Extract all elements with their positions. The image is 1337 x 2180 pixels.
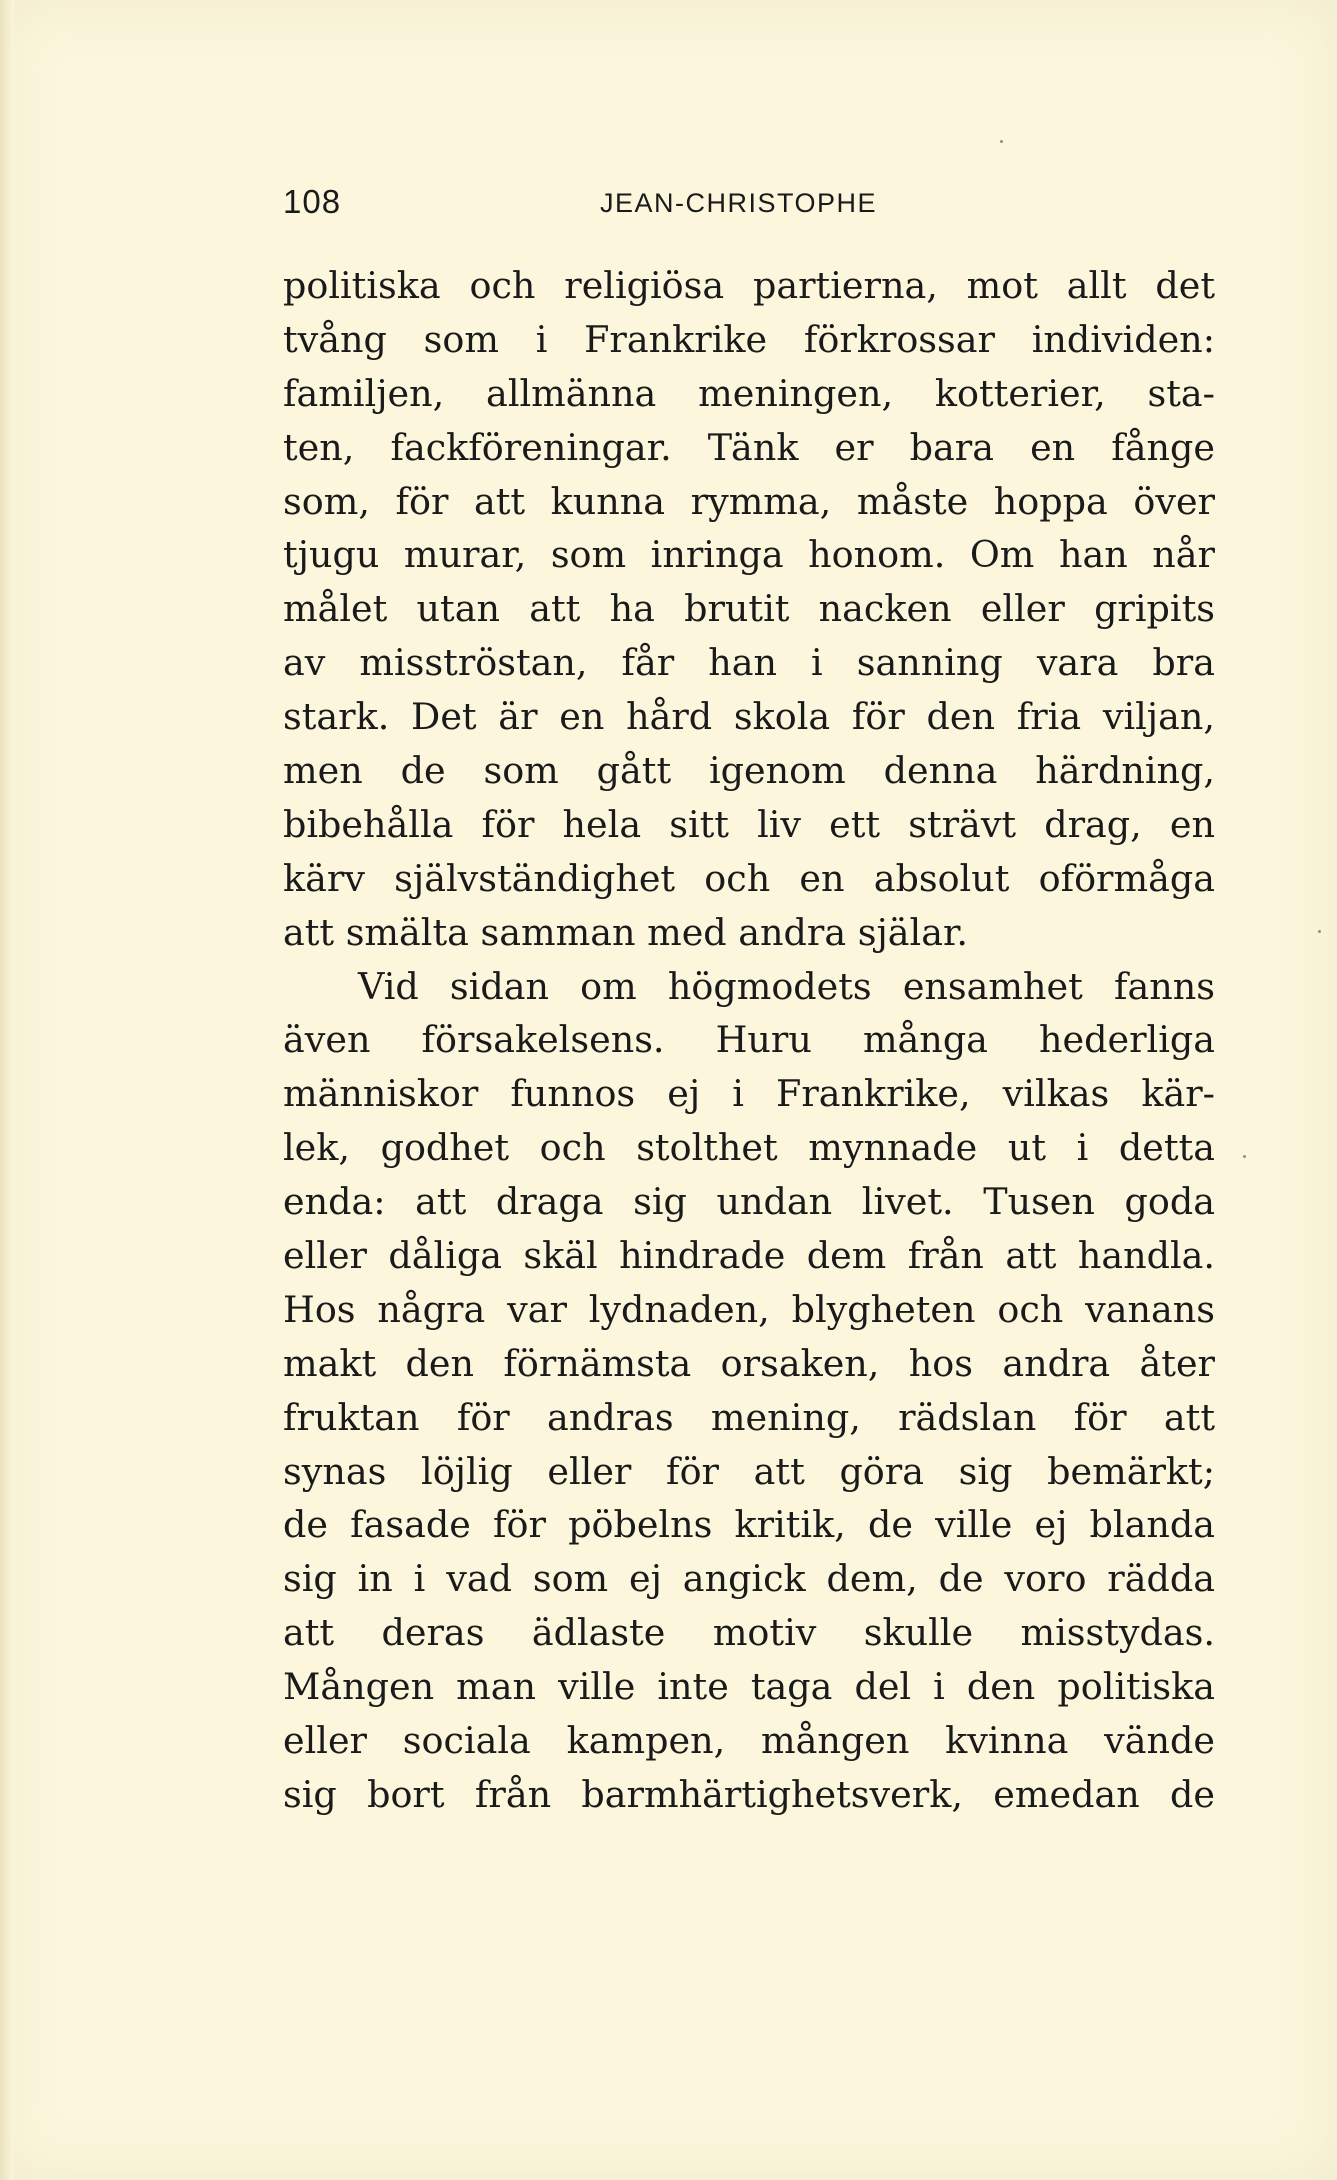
running-title: JEAN-CHRISTOPHE	[600, 188, 878, 218]
text-line: sig bort från barmhärtighetsverk, emedan de	[283, 1772, 1215, 1816]
text-line: makt den förnämsta orsaken, hos andra åter	[283, 1341, 1215, 1385]
text-line: familjen, allmänna meningen, kotterier, sta-	[283, 371, 1215, 415]
text-line: kärv självständighet och en absolut oförmåga	[283, 856, 1215, 900]
text-line: men de som gått igenom denna härdning,	[283, 749, 1215, 793]
text-line: som, för att kunna rymma, måste hoppa över	[283, 479, 1215, 523]
text-line: människor funnos ej i Frankrike, vilkas kär-	[283, 1072, 1215, 1116]
text-line: även försakelsens. Huru många hederliga	[283, 1018, 1215, 1062]
text-line: stark. Det är en hård skola för den fria viljan,	[283, 695, 1215, 739]
text-line: lek, godhet och stolthet mynnade ut i detta	[283, 1126, 1215, 1170]
paper-speck	[1318, 930, 1321, 933]
paragraph-start-line: Vid sidan om högmodets ensamhet fanns	[358, 964, 1215, 1008]
text-line: ten, fackföreningar. Tänk er bara en fånge	[283, 425, 1215, 469]
body-text	[283, 259, 1215, 1822]
text-line: av misströstan, får han i sanning vara bra	[283, 641, 1215, 685]
text-line: synas löjlig eller för att göra sig bemärkt;	[283, 1449, 1215, 1493]
text-line: de fasade för pöbelns kritik, de ville ej blanda	[283, 1503, 1215, 1547]
text-line: eller dåliga skäl hindrade dem från att handla.	[283, 1234, 1215, 1278]
page-left-edge	[0, 0, 14, 2180]
text-line: sig in i vad som ej angick dem, de voro rädda	[283, 1557, 1215, 1601]
text-line: målet utan att ha brutit nacken eller gripits	[283, 587, 1215, 631]
text-line: fruktan för andras mening, rädslan för att	[283, 1395, 1215, 1439]
text-line: tvång som i Frankrike förkrossar individen:	[283, 317, 1215, 361]
text-line: Mången man ville inte taga del i den politiska	[283, 1665, 1215, 1709]
paper-speck	[1243, 1155, 1246, 1158]
text-line: Hos några var lydnaden, blygheten och vanans	[283, 1287, 1215, 1331]
text-line: bibehålla för hela sitt liv ett strävt drag, en	[283, 802, 1215, 846]
text-line: eller sociala kampen, mången kvinna vände	[283, 1719, 1215, 1763]
paragraph-end-line: att smälta samman med andra själar.	[283, 910, 968, 954]
page-number: 108	[283, 183, 342, 220]
running-head	[283, 183, 1215, 231]
text-line: enda: att draga sig undan livet. Tusen goda	[283, 1180, 1215, 1224]
text-line: politiska och religiösa partierna, mot allt det	[283, 264, 1215, 307]
paper-speck	[1000, 140, 1003, 143]
text-line: att deras ädlaste motiv skulle misstydas.	[283, 1611, 1215, 1655]
text-line: tjugu murar, som inringa honom. Om han når	[283, 533, 1215, 577]
